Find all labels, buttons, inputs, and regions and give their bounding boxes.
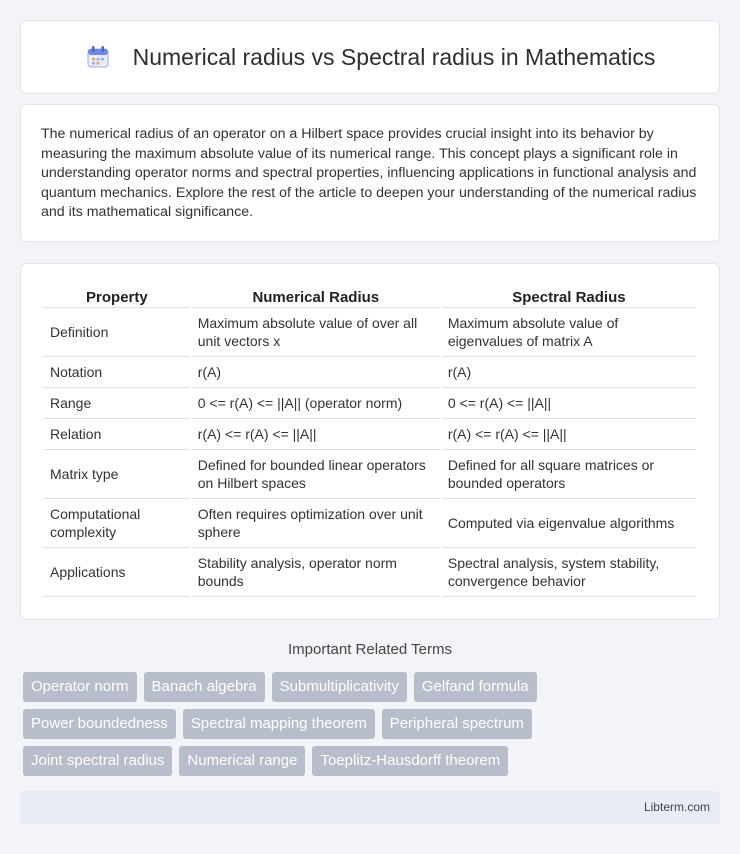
comparison-table-card xyxy=(20,263,720,620)
row-property: Computational complexity xyxy=(44,499,190,548)
calendar-icon xyxy=(85,44,111,70)
row-property: Definition xyxy=(44,308,190,357)
table-row xyxy=(44,548,696,597)
tag-submultiplicativity[interactable]: Submultiplicativity xyxy=(272,672,407,702)
row-spectral-value: Defined for all square matrices or bounded operators xyxy=(442,450,696,499)
row-numerical-value: r(A) <= r(A) <= ||A|| xyxy=(192,419,440,450)
tag-row xyxy=(23,709,723,739)
table-row xyxy=(44,308,696,357)
tag-gelfand-formula[interactable]: Gelfand formula xyxy=(414,672,537,702)
row-spectral-value: Maximum absolute value of eigenvalues of matrix A xyxy=(442,308,696,357)
row-numerical-value: Often requires optimization over unit sphere xyxy=(192,499,440,548)
row-numerical-value: Stability analysis, operator norm bounds xyxy=(192,548,440,597)
tag-operator-norm[interactable]: Operator norm xyxy=(23,672,137,702)
row-numerical-value: Maximum absolute value of over all unit vectors x xyxy=(192,308,440,357)
tag-spectral-mapping-theorem[interactable]: Spectral mapping theorem xyxy=(183,709,375,739)
row-spectral-value: r(A) <= r(A) <= ||A|| xyxy=(442,419,696,450)
tag-toeplitz-hausdorff-theorem[interactable]: Toeplitz-Hausdorff theorem xyxy=(312,746,508,776)
tag-row xyxy=(23,672,723,702)
footer xyxy=(20,791,720,824)
tag-numerical-range[interactable]: Numerical range xyxy=(179,746,305,776)
row-numerical-value: Defined for bounded linear operators on Hilbert spaces xyxy=(192,450,440,499)
row-numerical-value: 0 <= r(A) <= ||A|| (operator norm) xyxy=(192,388,440,419)
row-spectral-value: Computed via eigenvalue algorithms xyxy=(442,499,696,548)
page-title: Numerical radius vs Spectral radius in Mathematics xyxy=(132,43,656,70)
tag-power-boundedness[interactable]: Power boundedness xyxy=(23,709,176,739)
intro-card xyxy=(20,104,720,242)
header-property: Property xyxy=(44,285,190,308)
tag-peripheral-spectrum[interactable]: Peripheral spectrum xyxy=(382,709,532,739)
intro-text: The numerical radius of an operator on a Hilbert space provides crucial insight into its behavior by measuring the maximum absolute value of its numerical range. This concept plays a significant role in understanding operator norms and spectral properties, influencing applications in functional analysis and quantum mechanics. Explore the rest of the article to deepen your understanding of the numerical radius and its mathematical significance. xyxy=(41,126,697,220)
row-spectral-value: r(A) xyxy=(442,357,696,388)
tag-row xyxy=(23,746,723,776)
related-terms-tags xyxy=(23,672,723,783)
table-header-row xyxy=(44,285,696,308)
table-row xyxy=(44,419,696,450)
header-numerical-radius: Numerical Radius xyxy=(192,285,440,308)
tag-banach-algebra[interactable]: Banach algebra xyxy=(144,672,265,702)
footer-brand-link[interactable]: Libterm.com xyxy=(643,800,710,814)
row-property: Range xyxy=(44,388,190,419)
table-row xyxy=(44,357,696,388)
row-property: Relation xyxy=(44,419,190,450)
row-spectral-value: 0 <= r(A) <= ||A|| xyxy=(442,388,696,419)
table-row xyxy=(44,388,696,419)
row-property: Matrix type xyxy=(44,450,190,499)
comparison-table xyxy=(42,285,698,597)
related-terms-title: Important Related Terms xyxy=(288,641,452,658)
row-property: Applications xyxy=(44,548,190,597)
table-row xyxy=(44,450,696,499)
header-spectral-radius: Spectral Radius xyxy=(442,285,696,308)
table-row xyxy=(44,499,696,548)
row-property: Notation xyxy=(44,357,190,388)
tag-joint-spectral-radius[interactable]: Joint spectral radius xyxy=(23,746,172,776)
row-spectral-value: Spectral analysis, system stability, convergence behavior xyxy=(442,548,696,597)
row-numerical-value: r(A) xyxy=(192,357,440,388)
header-card xyxy=(20,20,720,94)
